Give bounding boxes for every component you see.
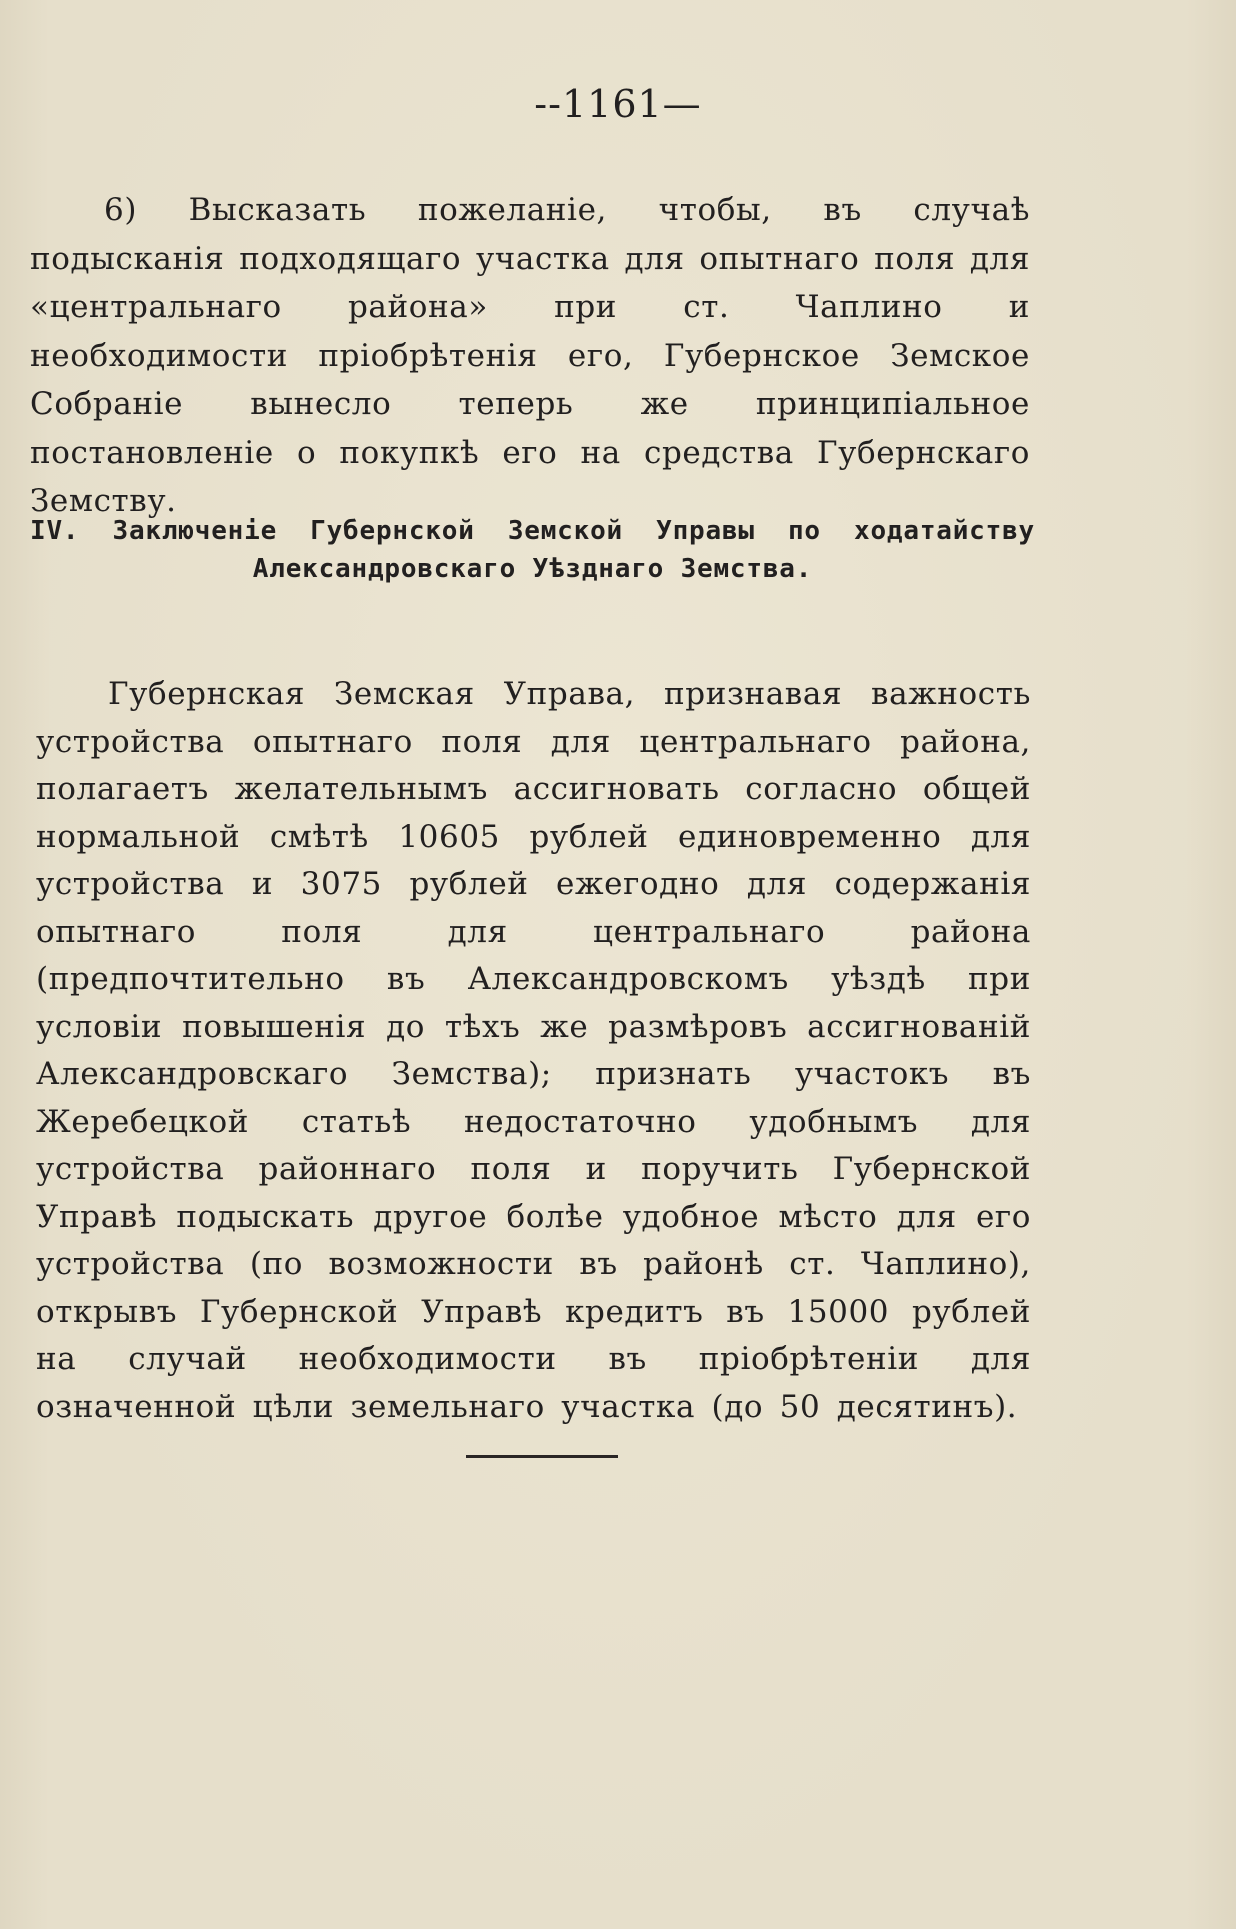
section-heading-line-2: Александровскаго Уѣзднаго Земства.: [252, 554, 813, 584]
section-heading-line-1: IV. Заключеніе Губернской Земской Управы по ходатайству: [30, 516, 1035, 546]
paragraph-board-conclusion: Губернская Земская Управа, признавая важность устройства опытнаго поля для центральнаго района, полагаетъ желательнымъ ассигновать согласно общей нормальной смѣтѣ 10605 рублей единовременно для устройства и 3075 рублей ежегодно для содержанія опытнаго поля для центральнаго района (предпочтительно въ Александровскомъ уѣздѣ при условіи повышенія до тѣхъ же размѣровъ ассигнованій Александровскаго Земства); признать участокъ въ Жеребецкой статьѣ недостаточно удобнымъ для устройства районнаго поля и поручить Губернской Управѣ подыскать другое болѣе удобное мѣсто для его устройства (по возможности въ районѣ ст. Чаплино), открывъ Губернской Управѣ кредитъ въ 15000 рублей на случай необходимости въ пріобрѣтеніи для означенной цѣли земельнаго участка (до 50 десятинъ).: [36, 676, 1031, 1425]
paragraph-resolution-6: 6) Высказать пожеланіе, чтобы, въ случаѣ подысканія подходящаго участка для опытнаго поля для «центральнаго района» при ст. Чаплино и необходимости пріобрѣтенія его, Губернское Земское Собраніе вынесло теперь же принципіальное постановленіе о покупкѣ его на средства Губернскаго Земству.: [30, 192, 1030, 519]
page-number: --1161—: [534, 82, 702, 126]
section-heading: [30, 512, 1035, 588]
section-divider: [466, 1455, 618, 1458]
